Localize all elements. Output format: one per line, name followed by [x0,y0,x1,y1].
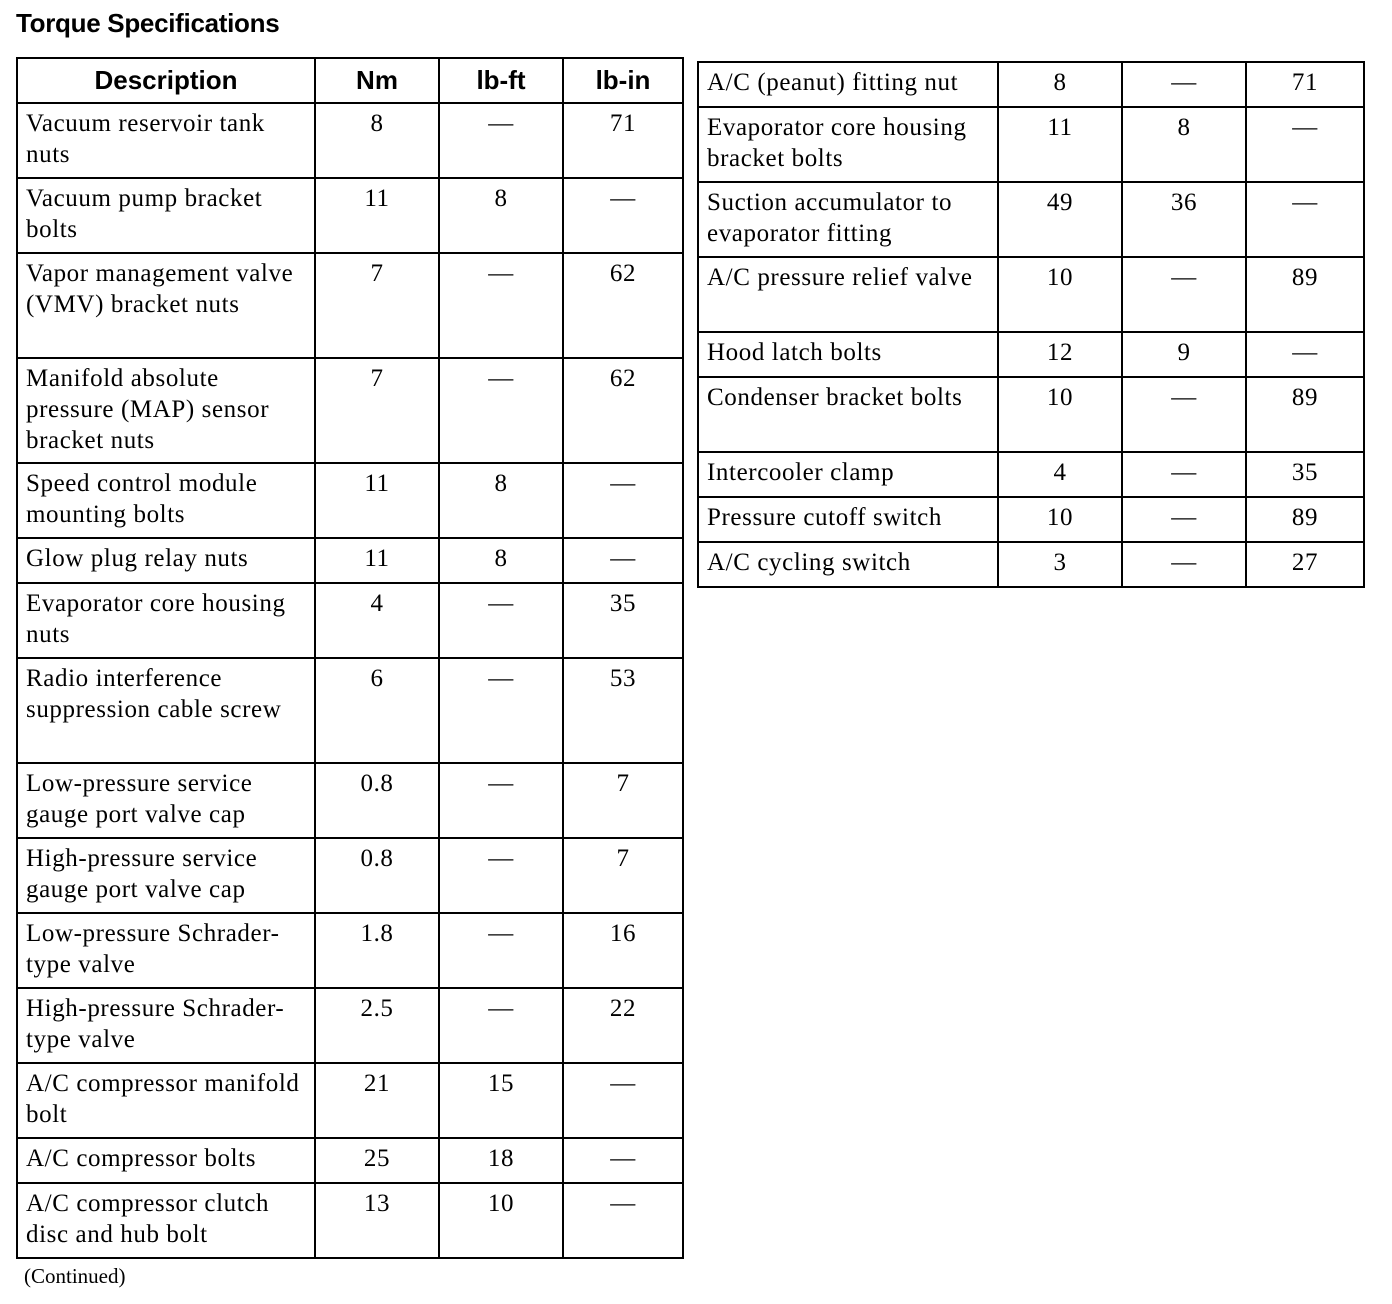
table-row [17,1183,683,1258]
row-lbft-value: — [1122,452,1246,497]
row-lbin-value: — [563,1183,683,1258]
row-lbin-value: 7 [563,838,683,913]
row-nm-value: 2.5 [315,988,439,1063]
row-lbin-value: — [563,538,683,583]
row-description: High-pressure service gauge port valve cap [17,838,315,913]
table-row [698,542,1364,587]
row-description: Speed control module mounting bolts [17,463,315,538]
table-row [17,463,683,538]
row-lbft-value: 18 [439,1138,563,1183]
table-row [17,178,683,253]
row-lbft-value: 8 [439,463,563,538]
row-lbin-value: — [563,1063,683,1138]
table-row [17,1063,683,1138]
row-lbft-value: 8 [439,178,563,253]
row-nm-value: 4 [998,452,1122,497]
row-description: A/C compressor manifold bolt [17,1063,315,1138]
row-lbft-value: — [439,253,563,358]
row-lbin-value: — [563,178,683,253]
row-description: Vapor management valve (VMV) bracket nuts [17,253,315,358]
row-description: Manifold absolute pressure (MAP) sensor bracket nuts [17,358,315,463]
row-lbft-value: — [439,838,563,913]
row-description: Radio interference suppression cable screw [17,658,315,763]
row-nm-value: 10 [998,257,1122,332]
table-row [698,62,1364,107]
row-description: Hood latch bolts [698,332,998,377]
table-row [17,838,683,913]
torque-table-left [16,57,684,1259]
header-lbin: lb-in [563,58,683,103]
row-lbft-value: — [439,103,563,178]
row-lbft-value: — [439,583,563,658]
row-lbft-value: — [1122,542,1246,587]
row-nm-value: 25 [315,1138,439,1183]
table-row [17,658,683,763]
row-lbin-value: 16 [563,913,683,988]
row-lbft-value: 15 [439,1063,563,1138]
row-lbft-value: 8 [1122,107,1246,182]
row-lbin-value: 89 [1246,257,1364,332]
row-lbin-value: — [1246,332,1364,377]
row-lbin-value: 71 [1246,62,1364,107]
row-lbft-value: — [1122,257,1246,332]
row-description: Glow plug relay nuts [17,538,315,583]
row-lbin-value: 35 [563,583,683,658]
row-lbin-value: 89 [1246,377,1364,452]
header-description: Description [17,58,315,103]
row-description: Evaporator core housing nuts [17,583,315,658]
row-description: Low-pressure service gauge port valve cap [17,763,315,838]
row-lbin-value: 7 [563,763,683,838]
row-lbft-value: — [1122,497,1246,542]
row-description: Vacuum reservoir tank nuts [17,103,315,178]
row-nm-value: 3 [998,542,1122,587]
row-lbft-value: — [439,358,563,463]
table-row [698,452,1364,497]
table-row [17,913,683,988]
header-lbft: lb-ft [439,58,563,103]
row-lbin-value: — [1246,182,1364,257]
table-row [17,103,683,178]
row-description: High-pressure Schrader-type valve [17,988,315,1063]
row-nm-value: 11 [315,178,439,253]
table-row [17,253,683,358]
row-description: A/C (peanut) fitting nut [698,62,998,107]
row-nm-value: 7 [315,253,439,358]
torque-table-right [697,61,1365,588]
row-lbft-value: — [1122,62,1246,107]
row-nm-value: 8 [998,62,1122,107]
row-nm-value: 11 [315,538,439,583]
row-lbin-value: — [563,1138,683,1183]
row-lbft-value: — [439,658,563,763]
header-nm: Nm [315,58,439,103]
table-row [698,257,1364,332]
table-header-row [17,58,683,103]
row-description: Condenser bracket bolts [698,377,998,452]
table-row [698,377,1364,452]
table-row [17,1138,683,1183]
row-lbin-value: 62 [563,358,683,463]
row-lbin-value: 22 [563,988,683,1063]
row-lbin-value: — [1246,107,1364,182]
row-description: Low-pressure Schrader-type valve [17,913,315,988]
row-lbft-value: 8 [439,538,563,583]
row-lbin-value: 35 [1246,452,1364,497]
row-nm-value: 11 [998,107,1122,182]
table-row [17,538,683,583]
row-description: Suction accumulator to evaporator fitting [698,182,998,257]
row-nm-value: 10 [998,497,1122,542]
table-row [698,497,1364,542]
row-lbin-value: 27 [1246,542,1364,587]
row-nm-value: 7 [315,358,439,463]
row-lbft-value: 10 [439,1183,563,1258]
row-description: A/C cycling switch [698,542,998,587]
table-row [17,988,683,1063]
row-description: A/C pressure relief valve [698,257,998,332]
row-lbft-value: — [439,763,563,838]
row-nm-value: 6 [315,658,439,763]
row-lbft-value: 36 [1122,182,1246,257]
continued-note: (Continued) [24,1264,126,1288]
row-lbin-value: 71 [563,103,683,178]
row-nm-value: 8 [315,103,439,178]
row-description: A/C compressor clutch disc and hub bolt [17,1183,315,1258]
row-description: A/C compressor bolts [17,1138,315,1183]
row-lbin-value: 62 [563,253,683,358]
row-nm-value: 4 [315,583,439,658]
row-nm-value: 12 [998,332,1122,377]
table-row [698,332,1364,377]
row-nm-value: 0.8 [315,763,439,838]
row-lbin-value: — [563,463,683,538]
row-nm-value: 49 [998,182,1122,257]
row-lbin-value: 89 [1246,497,1364,542]
row-lbft-value: 9 [1122,332,1246,377]
row-nm-value: 10 [998,377,1122,452]
row-description: Intercooler clamp [698,452,998,497]
row-nm-value: 11 [315,463,439,538]
row-lbft-value: — [1122,377,1246,452]
row-lbft-value: — [439,988,563,1063]
table-row [698,107,1364,182]
row-nm-value: 13 [315,1183,439,1258]
table-row [698,182,1364,257]
row-nm-value: 1.8 [315,913,439,988]
row-description: Pressure cutoff switch [698,497,998,542]
row-nm-value: 0.8 [315,838,439,913]
row-lbin-value: 53 [563,658,683,763]
table-row [17,358,683,463]
page-title: Torque Specifications [16,8,280,38]
table-row [17,763,683,838]
row-description: Vacuum pump bracket bolts [17,178,315,253]
row-nm-value: 21 [315,1063,439,1138]
table-row [17,583,683,658]
row-lbft-value: — [439,913,563,988]
row-description: Evaporator core housing bracket bolts [698,107,998,182]
